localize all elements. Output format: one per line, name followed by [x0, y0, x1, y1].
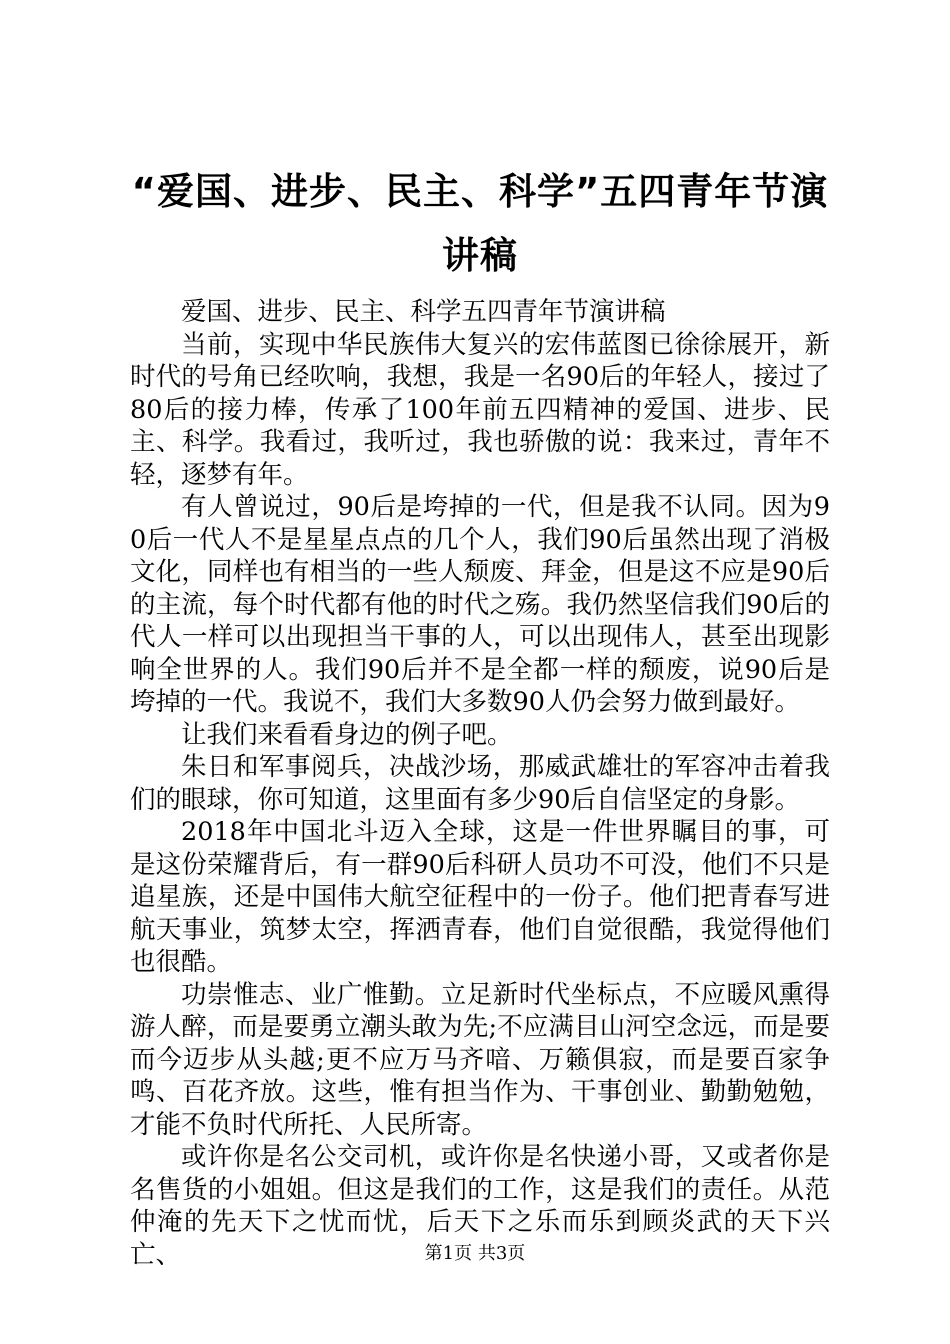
document-body: [130, 296, 830, 1271]
paragraph: 让我们来看看身边的例子吧。: [181, 719, 513, 750]
paragraph: 爱国、进步、民主、科学五四青年节演讲稿: [181, 297, 666, 327]
paragraph: 当前，实现中华民族伟大复兴的宏伟蓝图已徐徐展开，新时代的号角已经吹响，我想，我是一名90后的年轻人，接过了80后的接力棒，传承了100年前五四精神的爱国、进步、民主、科学。我看过，我听过，我也骄傲的说：我来过，青年不轻，逐梦有年。: [130, 329, 830, 490]
document-title: “爱国、进步、民主、科学”五四青年节演讲稿: [131, 170, 829, 277]
paragraph: 朱日和军事阅兵，决战沙场，那威武雄壮的军容冲击着我们的眼球，你可知道，这里面有多少90后自信坚定的身影。: [130, 752, 830, 815]
paragraph: 有人曾说过，90后是垮掉的一代，但是我不认同。因为90后一代人不是星星点点的几个人，我们90后虽然出现了消极文化，同样也有相当的一些人颓废、拜金，但是这不应是90后的主流，每个时代都有他的时代之殇。我仍然坚信我们90后的代人一样可以出现担当干事的人，可以出现伟人，甚至出现影响全世界的人。我们90后并不是全都一样的颓废，说90后是垮掉的一代。我说不，我们大多数90人仍会努力做到最好。: [130, 492, 830, 717]
paragraph: 功崇惟志、业广惟勤。立足新时代坐标点，不应暖风熏得游人醉，而是要勇立潮头敢为先;不应满目山河空念远，而是要而今迈步从头越;更不应万马齐喑、万籁俱寂，而是要百家争鸣、百花齐放。这些，惟有担当作为、干事创业、勤勤勉勉，才能不负时代所托、人民所寄。: [130, 979, 830, 1140]
paragraph: 或许你是名公交司机，或许你是名快递小哥，又或者你是名售货的小姐姐。但这是我们的工作，这是我们的责任。从范仲淹的先天下之忧而忧，后天下之乐而乐到顾炎武的天下兴亡、: [130, 1142, 830, 1270]
paragraph: 2018年中国北斗迈入全球，这是一件世界瞩目的事，可是这份荣耀背后，有一群90后科研人员功不可没，他们不只是追星族，还是中国伟大航空征程中的一份子。他们把青春写进航天事业，筑梦太空，挥洒青春，他们自觉很酷，我觉得他们也很酷。: [130, 817, 830, 977]
page-number: 第1页 共3页: [424, 1243, 526, 1264]
